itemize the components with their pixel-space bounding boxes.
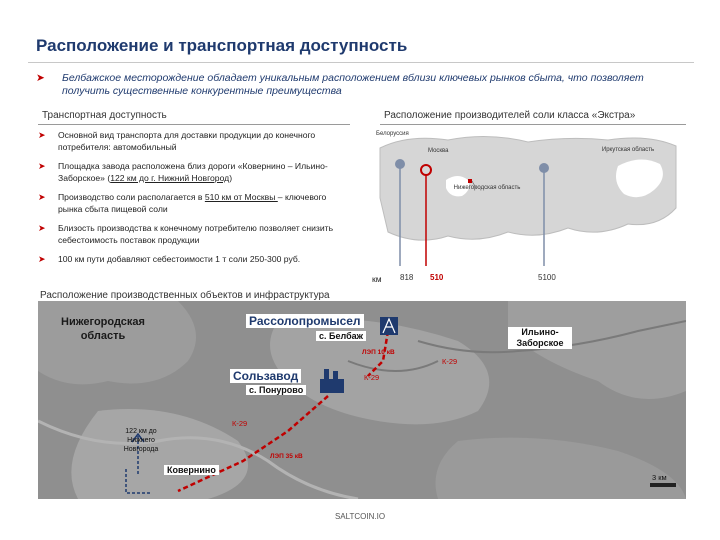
bullet-item: [38, 223, 348, 246]
nizhny-label: Нижегородская область: [453, 185, 521, 191]
producers-section-divider: [380, 124, 686, 125]
axis-value-irkutsk: 5100: [538, 273, 556, 282]
page-title: Расположение и транспортная доступность: [36, 36, 408, 55]
irkutsk-label: Иркутская область: [601, 147, 655, 153]
solzavod-label: Сользавод: [230, 369, 301, 383]
scale-label: 3 км: [652, 473, 667, 482]
bullet-text: Близость производства к конечному потребителю позволяет снизить себестоимость поставок продукции: [58, 223, 334, 245]
bullet-text: Производство соли располагается в: [58, 192, 205, 202]
rassolopromysel-label: Рассолопромысел: [246, 314, 364, 328]
bullet-link: 510 км от Москвы: [204, 192, 278, 202]
transport-section-divider: [38, 124, 350, 125]
arrow-bullet-icon: ➤: [38, 223, 46, 233]
arrow-bullet-icon: ➤: [38, 192, 46, 202]
bullet-item: [38, 161, 348, 184]
belbazh-label: с. Белбаж: [316, 331, 366, 341]
transport-bullets: [38, 130, 348, 274]
infrastructure-section-title: Расположение производственных объектов и инфраструктура: [40, 290, 330, 301]
bullet-text: ): [229, 172, 233, 183]
intro-statement: [36, 72, 686, 98]
bullet-text: 100 км пути добавляют себестоимости 1 т соли 250-300 руб.: [58, 254, 301, 264]
infrastructure-map: [38, 301, 686, 499]
axis-value-moscow: 510: [430, 273, 444, 282]
bullet-text: – ключевого рынка сбыта пищевой соли: [58, 192, 327, 214]
kovernino-label: Ковернино: [164, 465, 219, 475]
factory-chimney: [333, 371, 338, 381]
arrow-bullet-icon: ➤: [38, 161, 46, 171]
arrow-bullet-icon: ➤: [38, 254, 46, 264]
intro-text: Белбажское месторождение обладает уникальным расположением вблизи ключевых рынков сбыта, что позволяет получить существенные конкурентные преимущества: [62, 72, 644, 97]
ilino-label: Ильино-Заборское: [508, 327, 572, 349]
axis-value-belarus: 818: [400, 273, 414, 282]
bullet-text: Площадка завода расположена близ дороги «Ковернино – Ильино-Заборское» (: [58, 161, 328, 183]
belarus-label: Белоруссия: [376, 131, 409, 137]
arrow-bullet-icon: ➤: [36, 72, 45, 84]
arrow-bullet-icon: ➤: [38, 130, 46, 140]
title-divider: [28, 62, 694, 63]
bullet-item: [38, 192, 348, 215]
scale-bar: [650, 483, 676, 487]
power-line-10kv-label: ЛЭП 10 кВ: [362, 349, 395, 356]
moscow-label: Москва: [428, 148, 449, 154]
factory-body: [320, 379, 344, 393]
nizhny-marker: [468, 179, 472, 183]
power-line-35kv-label: ЛЭП 35 кВ: [270, 453, 303, 460]
ponurovo-label: с. Понурово: [246, 385, 306, 395]
footer-watermark: SALTCOIN.IO: [334, 512, 386, 521]
bullet-link: 122 км до г. Нижний Новгород: [110, 172, 230, 183]
axis-unit-label: км: [372, 274, 382, 284]
road-k29-label: К-29: [232, 419, 248, 428]
factory-chimney: [324, 369, 329, 381]
bullet-item: [38, 130, 348, 153]
producers-section-title: Расположение производителей соли класса «Экстра»: [384, 110, 636, 121]
bullet-item: [38, 254, 348, 266]
road-k29-label: К-29: [364, 373, 380, 382]
bullet-text: Основной вид транспорта для доставки продукции до конечного потребителя: автомобильный: [58, 130, 316, 152]
region-label: Нижегородская область: [61, 316, 145, 342]
rassolopromysel-icon: [380, 317, 398, 335]
transport-section-title: Транспортная доступность: [42, 110, 167, 121]
road-k29-label: К-29: [442, 357, 458, 366]
distance-label: 122 км до Нижнего Новгорода: [123, 428, 159, 453]
